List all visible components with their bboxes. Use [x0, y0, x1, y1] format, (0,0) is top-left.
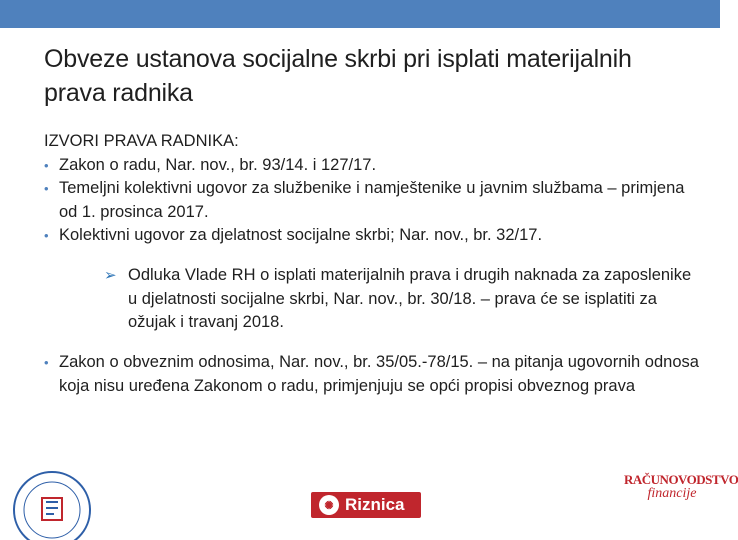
- racunovodstvo-subtitle: financije: [647, 486, 697, 501]
- bullet-dot-icon: •: [44, 157, 49, 173]
- seal-logo-icon: [4, 466, 100, 536]
- riznica-label: Riznica: [345, 495, 405, 514]
- racunovodstvo-logo: [624, 472, 738, 520]
- sub-list-item-text: Odluka Vlade RH o isplati materijalnih prava i drugih naknada za zaposlenike u djelatnosti socijalne skrbi, Nar. nov., br. 30/18. – prava će se isplatiti za ožujak i travanj 2018.: [128, 266, 692, 331]
- top-bar: [0, 0, 720, 28]
- racunovodstvo-title: RAČUNOVODSTVO: [624, 472, 738, 487]
- riznica-logo: [311, 492, 421, 518]
- slide-title: Obveze ustanova socijalne skrbi pri isplati materijalnih prava radnika: [44, 45, 632, 107]
- bullet-dot-icon: •: [44, 181, 49, 196]
- list-item: [44, 224, 704, 248]
- list-item-text: Zakon o radu, Nar. nov., br. 93/14. i 127/17.: [59, 155, 377, 174]
- sub-list-item: [66, 264, 704, 335]
- slide-body: [44, 130, 704, 398]
- list-item-text: Zakon o obveznim odnosima, Nar. nov., br. 35/05.-78/15. – na pitanja ugovornih odnosa koja nisu uređena Zakonom o radu, primjenjuju se opći propisi obveznog prava: [59, 353, 699, 395]
- section-heading: IZVORI PRAVA RADNIKA:: [44, 132, 239, 150]
- list-item: [44, 177, 704, 224]
- list-item: [44, 154, 704, 178]
- list-item-text: Kolektivni ugovor za djelatnost socijalne skrbi; Nar. nov., br. 32/17.: [59, 226, 543, 244]
- footer: [0, 472, 738, 540]
- bullet-dot-icon: •: [44, 355, 49, 370]
- bullet-dot-icon: •: [44, 228, 49, 243]
- list-item: [44, 351, 704, 398]
- list-item-text: Temeljni kolektivni ugovor za službenike i namještenike u javnim službama – primjena od 1. prosinca 2017.: [59, 179, 685, 221]
- arrow-bullet-icon: ➢: [104, 267, 117, 284]
- riznica-logo-icon: ✺: [319, 495, 339, 515]
